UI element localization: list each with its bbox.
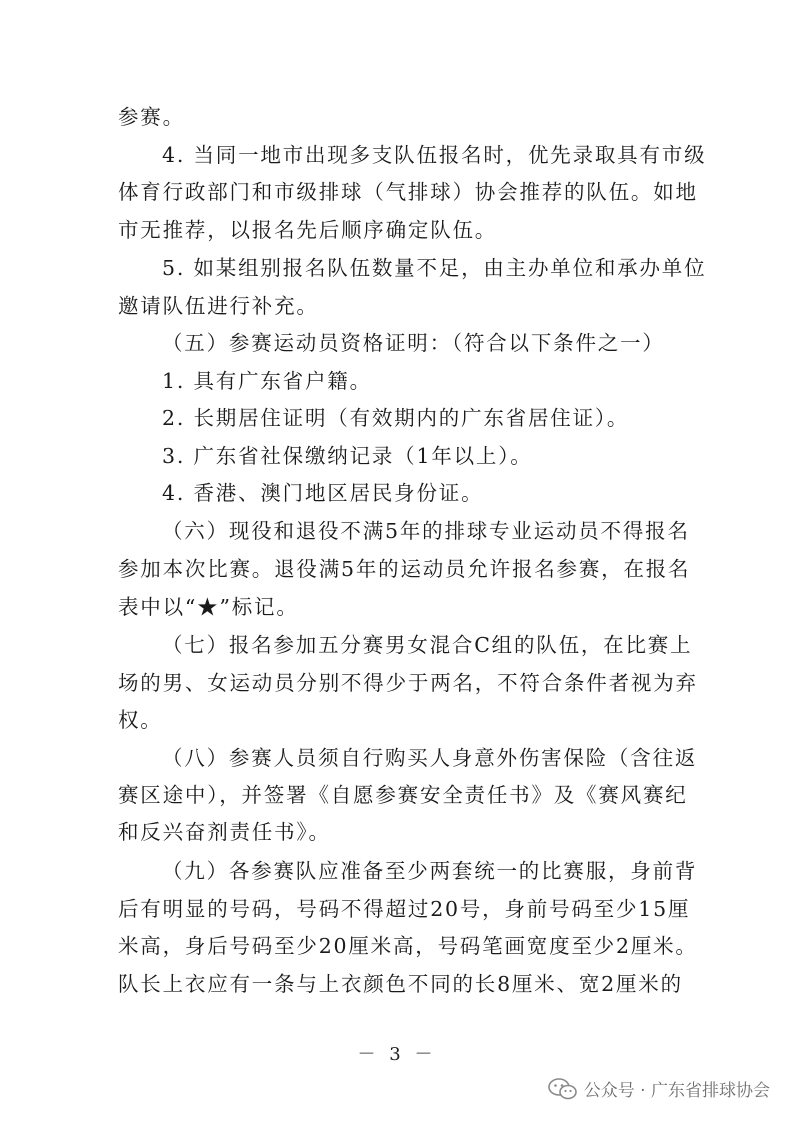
text-line: 赛区途中），并签署《自愿参赛安全责任书》及《赛风赛纪 — [118, 783, 688, 807]
text-line: 邀请队伍进行补充。 — [118, 294, 319, 318]
watermark-text: 公众号 · 广东省排球协会 — [583, 1081, 770, 1101]
text-line: 体育行政部门和市级排球（气排球）协会推荐的队伍。如地 — [118, 180, 698, 204]
section-heading: （七）报名参加五分赛男女混合C组的队伍，在比赛上 — [162, 633, 693, 657]
text-line: 场的男、女运动员分别不得少于两名，不符合条件者视为弃 — [118, 671, 698, 695]
wechat-watermark — [548, 1076, 770, 1101]
text-line: 米高，身后号码至少20厘米高，号码笔画宽度至少2厘米。 — [118, 934, 698, 958]
text-line: 权。 — [118, 708, 163, 732]
text-line: 表中以“★”标记。 — [118, 595, 299, 619]
wechat-icon — [548, 1077, 578, 1101]
section-heading: （五）参赛运动员资格证明：（符合以下条件之一） — [162, 331, 665, 355]
text-line: 和反兴奋剂责任书》。 — [118, 820, 331, 844]
text-line: 3. 广东省社保缴纳记录（1年以上）。 — [162, 444, 533, 468]
text-line: 4. 香港、澳门地区居民身份证。 — [162, 481, 484, 505]
text-line: 5. 如某组别报名队伍数量不足，由主办单位和承办单位 — [162, 256, 707, 280]
text-line: 市无推荐，以报名先后顺序确定队伍。 — [118, 218, 498, 242]
section-heading: （八）参赛人员须自行购买人身意外伤害保险（含往返 — [162, 746, 698, 770]
text-line: 1. 具有广东省户籍。 — [162, 369, 372, 393]
text-line: 4. 当同一地市出现多支队伍报名时，优先录取具有市级 — [162, 143, 707, 167]
section-heading: （六）现役和退役不满5年的排球专业运动员不得报名 — [162, 519, 690, 543]
page-number: － 3 － — [357, 1044, 437, 1065]
text-line: 队长上衣应有一条与上衣颜色不同的长8厘米、宽2厘米的 — [118, 972, 683, 996]
text-line: 后有明显的号码，号码不得超过20号，身前号码至少15厘 — [118, 897, 691, 921]
text-line: 参加本次比赛。退役满5年的运动员允许报名参赛，在报名 — [118, 557, 691, 581]
text-line: 参赛。 — [118, 105, 185, 129]
section-heading: （九）各参赛队应准备至少两套统一的比赛服，身前背 — [162, 859, 698, 883]
text-line: 2. 长期居住证明（有效期内的广东省居住证）。 — [162, 406, 630, 430]
